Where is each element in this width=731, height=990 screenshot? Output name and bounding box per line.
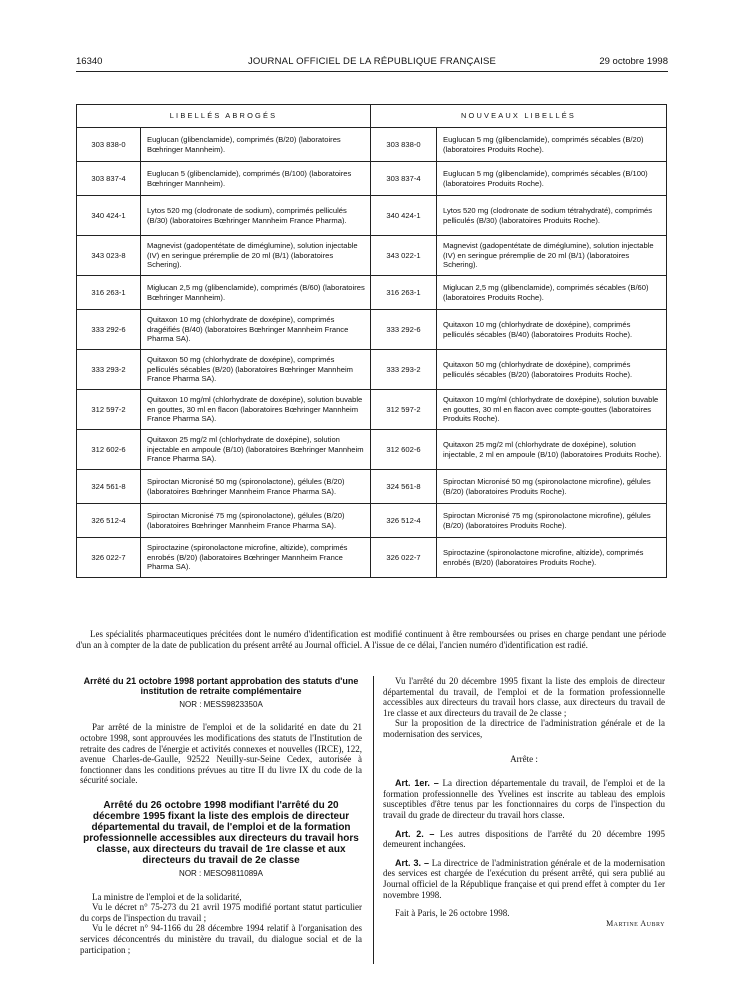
old-code: 303 837-4 — [77, 162, 141, 196]
arrete-2-nor: NOR : MESO9811089A — [179, 868, 263, 878]
old-code: 312 602-6 — [77, 430, 141, 470]
table-row — [77, 276, 667, 310]
issue-date: 29 octobre 1998 — [599, 56, 668, 67]
old-code: 303 838-0 — [77, 128, 141, 162]
old-code: 343 023-8 — [77, 236, 141, 276]
old-label: Miglucan 2,5 mg (glibenclamide), comprimés (B/60) (laboratoires Bœhringer Mannheim). — [141, 276, 371, 310]
table-row — [77, 538, 667, 578]
old-code: 333 292-6 — [77, 310, 141, 350]
table-note: Les spécialités pharmaceutiques précitées dont le numéro d'identification est modifié continuent à être remboursées ou prises en charge pendant une période d'un an à compter de la date de publication du présent arrêté au Journal officiel. A l'issue de ce délai, l'ancien numéro d'identification est radié. — [76, 629, 666, 650]
article-2-label: Art. 2. – — [395, 828, 435, 839]
fait-a-paris: Fait à Paris, le 26 octobre 1998. — [395, 908, 510, 919]
paragraph: Vu le décret n° 94-1166 du 28 décembre 1994 relatif à l'organisation des services déconcentrés du ministère du travail, du dialogue social et de la participation ; — [80, 923, 362, 955]
article-1 — [383, 778, 665, 820]
old-label: Spiroctan Micronisé 75 mg (spironolactone), gélules (B/20) (laboratoires Bœhringer Mannheim France Pharma SA). — [141, 504, 371, 538]
page-header — [76, 56, 668, 70]
old-label: Euglucan 5 (glibenclamide), comprimés (B/100) (laboratoires Bœhringer Mannheim). — [141, 162, 371, 196]
paragraph: La ministre de l'emploi et de la solidarité, — [92, 891, 242, 902]
old-code: 316 263-1 — [77, 276, 141, 310]
article-3 — [383, 858, 665, 900]
new-code: 312 602-6 — [371, 430, 437, 470]
new-label: Quitaxon 25 mg/2 ml (chlorhydrate de doxépine), solution injectable, 2 ml en ampoule (B/10) (laboratoires Produits Roche). — [437, 430, 667, 470]
column-divider — [373, 676, 374, 964]
arrete-2-title: Arrêté du 26 octobre 1998 modifiant l'arrêté du 20 décembre 1995 fixant la liste des emplois de directeur départemental du travail, de l'emploi et de la formation professionnelle accessibles aux directeurs du travail hors classe, aux directeurs du travail de 1re classe et aux directeurs du travail de 2e classe — [83, 799, 359, 866]
old-code: 333 293-2 — [77, 350, 141, 390]
new-label: Lytos 520 mg (clodronate de sodium tétrahydraté), comprimés pelliculés (B/30) (laboratoires Produits Roche). — [437, 196, 667, 236]
signature: Martine Aubry — [606, 918, 665, 928]
arrete-heading: Arrête : — [510, 753, 538, 764]
table-row — [77, 350, 667, 390]
new-label: Quitaxon 50 mg (chlorhydrate de doxépine), comprimés pelliculés sécables (B/20) (laboratoires Produits Roche). — [437, 350, 667, 390]
new-label: Miglucan 2,5 mg (glibenclamide), comprimés sécables (B/60) (laboratoires Produits Roche). — [437, 276, 667, 310]
new-code: 316 263-1 — [371, 276, 437, 310]
journal-title: JOURNAL OFFICIEL DE LA RÉPUBLIQUE FRANÇAISE — [247, 56, 497, 67]
new-code: 343 022-1 — [371, 236, 437, 276]
table-row — [77, 236, 667, 276]
table-row — [77, 162, 667, 196]
old-label: Lytos 520 mg (clodronate de sodium), comprimés pelliculés (B/30) (laboratoires Bœhringer Mannheim France Pharma). — [141, 196, 371, 236]
article-2-text: Les autres dispositions de l'arrêté du 20 décembre 1995 demeurent inchangées. — [383, 828, 665, 850]
new-label: Euglucan 5 mg (glibenclamide), comprimés sécables (B/100) (laboratoires Produits Roche). — [437, 162, 667, 196]
table-row — [77, 128, 667, 162]
right-column — [383, 676, 665, 929]
old-label: Magnevist (gadopentétate de diméglumine), solution injectable (IV) en seringue préremplie de 20 ml (B/1) (laboratoires Schering). — [141, 236, 371, 276]
new-label: Euglucan 5 mg (glibenclamide), comprimés sécables (B/20) (laboratoires Produits Roche). — [437, 128, 667, 162]
old-label: Euglucan (glibenclamide), comprimés (B/20) (laboratoires Bœhringer Mannheim). — [141, 128, 371, 162]
new-label: Quitaxon 10 mg (chlorhydrate de doxépine), comprimés pelliculés sécables (B/40) (laboratoires Produits Roche). — [437, 310, 667, 350]
new-label: Quitaxon 10 mg/ml (chlorhydrate de doxépine), solution buvable en gouttes, 30 ml en flacon avec compte-gouttes (laboratoires Produits Roche). — [437, 390, 667, 430]
article-1-text: La direction départementale du travail, de l'emploi et de la formation professionnelle des Yvelines est inscrite au tableau des emplois susceptibles d'être tenus par les fonctionnaires du corps de l'inspection du travail du grade de directeur du travail hors classe. — [383, 778, 665, 820]
old-label: Quitaxon 10 mg/ml (chlorhydrate de doxépine), solution buvable en gouttes, 30 ml en flacon (laboratoires Bœhringer Mannheim France Pharma SA). — [141, 390, 371, 430]
old-code: 326 022-7 — [77, 538, 141, 578]
old-label: Spiroctazine (spironolactone microfine, altizide), comprimés enrobés (B/20) (laboratoires Bœhringer Mannheim France Pharma SA). — [141, 538, 371, 578]
arrete-1-nor: NOR : MESS9823350A — [179, 699, 263, 709]
paragraph: Sur la proposition de la directrice de l'administration générale et de la modernisation des services, — [383, 718, 665, 739]
table-row — [77, 470, 667, 504]
new-label: Magnevist (gadopentétate de diméglumine), solution injectable (IV) en seringue préremplie de 20 ml (B/1) (laboratoires Schering). — [437, 236, 667, 276]
new-code: 340 424-1 — [371, 196, 437, 236]
new-label: Spiroctazine (spironolactone microfine, altizide), comprimés enrobés (B/20) (laboratoires Produits Roche). — [437, 538, 667, 578]
new-code: 333 293-2 — [371, 350, 437, 390]
table-row — [77, 310, 667, 350]
new-code: 326 022-7 — [371, 538, 437, 578]
paragraph: Vu le décret n° 75-273 du 21 avril 1975 modifié portant statut particulier du corps de l'inspection du travail ; — [80, 902, 362, 923]
new-code: 312 597-2 — [371, 390, 437, 430]
new-label: Spiroctan Micronisé 50 mg (spironolactone microfine), gélules (B/20) (laboratoires Produits Roche). — [437, 470, 667, 504]
new-code: 324 561-8 — [371, 470, 437, 504]
new-code: 333 292-6 — [371, 310, 437, 350]
old-label: Spiroctan Micronisé 50 mg (spironolactone), gélules (B/20) (laboratoires Bœhringer Mannheim France Pharma SA). — [141, 470, 371, 504]
new-code: 303 837-4 — [371, 162, 437, 196]
page-number: 16340 — [76, 56, 103, 67]
table-body — [77, 128, 667, 578]
old-code: 312 597-2 — [77, 390, 141, 430]
old-label: Quitaxon 50 mg (chlorhydrate de doxépine), comprimés pelliculés sécables (B/20) (laboratoires Bœhringer Mannheim France Pharma SA). — [141, 350, 371, 390]
new-label: Spiroctan Micronisé 75 mg (spironolactone microfine), gélules (B/20) (laboratoires Produits Roche). — [437, 504, 667, 538]
new-code: 326 512-4 — [371, 504, 437, 538]
article-3-text: La directrice de l'administration générale et de la modernisation des services est chargée de l'exécution du présent arrêté, qui sera publié au Journal officiel de la République française et qui prend effet à compter du 1er novembre 1998. — [383, 857, 666, 900]
arrete-1-title: Arrêté du 21 octobre 1998 portant approbation des statuts d'une institution de retraite complémentaire — [83, 676, 359, 697]
table-row — [77, 196, 667, 236]
paragraph: Vu l'arrêté du 20 décembre 1995 fixant la liste des emplois de directeur départemental du travail, de l'emploi et de la formation professionnelle accessibles aux directeurs du travail hors classe, aux directeurs du travail de 1re classe et aux directeurs du travail de 2e classe ; — [383, 676, 665, 718]
table-row — [77, 390, 667, 430]
new-code: 303 838-0 — [371, 128, 437, 162]
old-code: 340 424-1 — [77, 196, 141, 236]
table-row — [77, 430, 667, 470]
article-3-label: Art. 3. – — [395, 857, 429, 868]
arrete-1-body: Par arrêté de la ministre de l'emploi et de la solidarité en date du 21 octobre 1998, sont approuvées les modifications des statuts de l'Institution de retraite des cadres de l'énergie et activités connexes et nouvelles (IRCE), 122, avenue Charles-de-Gaulle, 92522 Neuilly-sur-Seine Cedex, autorisée à fonctionner dans les conditions prévues au titre II du livre IX du code de la sécurité sociale. — [80, 722, 362, 786]
old-label: Quitaxon 25 mg/2 ml (chlorhydrate de doxépine), solution injectable en ampoule (B/10) (laboratoires Bœhringer Mannheim France Pharma SA). — [141, 430, 371, 470]
old-code: 326 512-4 — [77, 504, 141, 538]
header-nouveaux: NOUVEAUX LIBELLÉS — [371, 105, 667, 128]
left-column — [80, 676, 362, 955]
article-1-label: Art. 1er. – — [395, 778, 439, 789]
header-rule — [76, 71, 668, 72]
header-abroges: LIBELLÉS ABROGÉS — [77, 105, 371, 128]
article-2 — [383, 829, 665, 850]
old-code: 324 561-8 — [77, 470, 141, 504]
table-row — [77, 504, 667, 538]
old-label: Quitaxon 10 mg (chlorhydrate de doxépine), comprimés dragéifiés (B/40) (laboratoires Bœhringer Mannheim France Pharma SA). — [141, 310, 371, 350]
libelles-table — [76, 104, 667, 578]
